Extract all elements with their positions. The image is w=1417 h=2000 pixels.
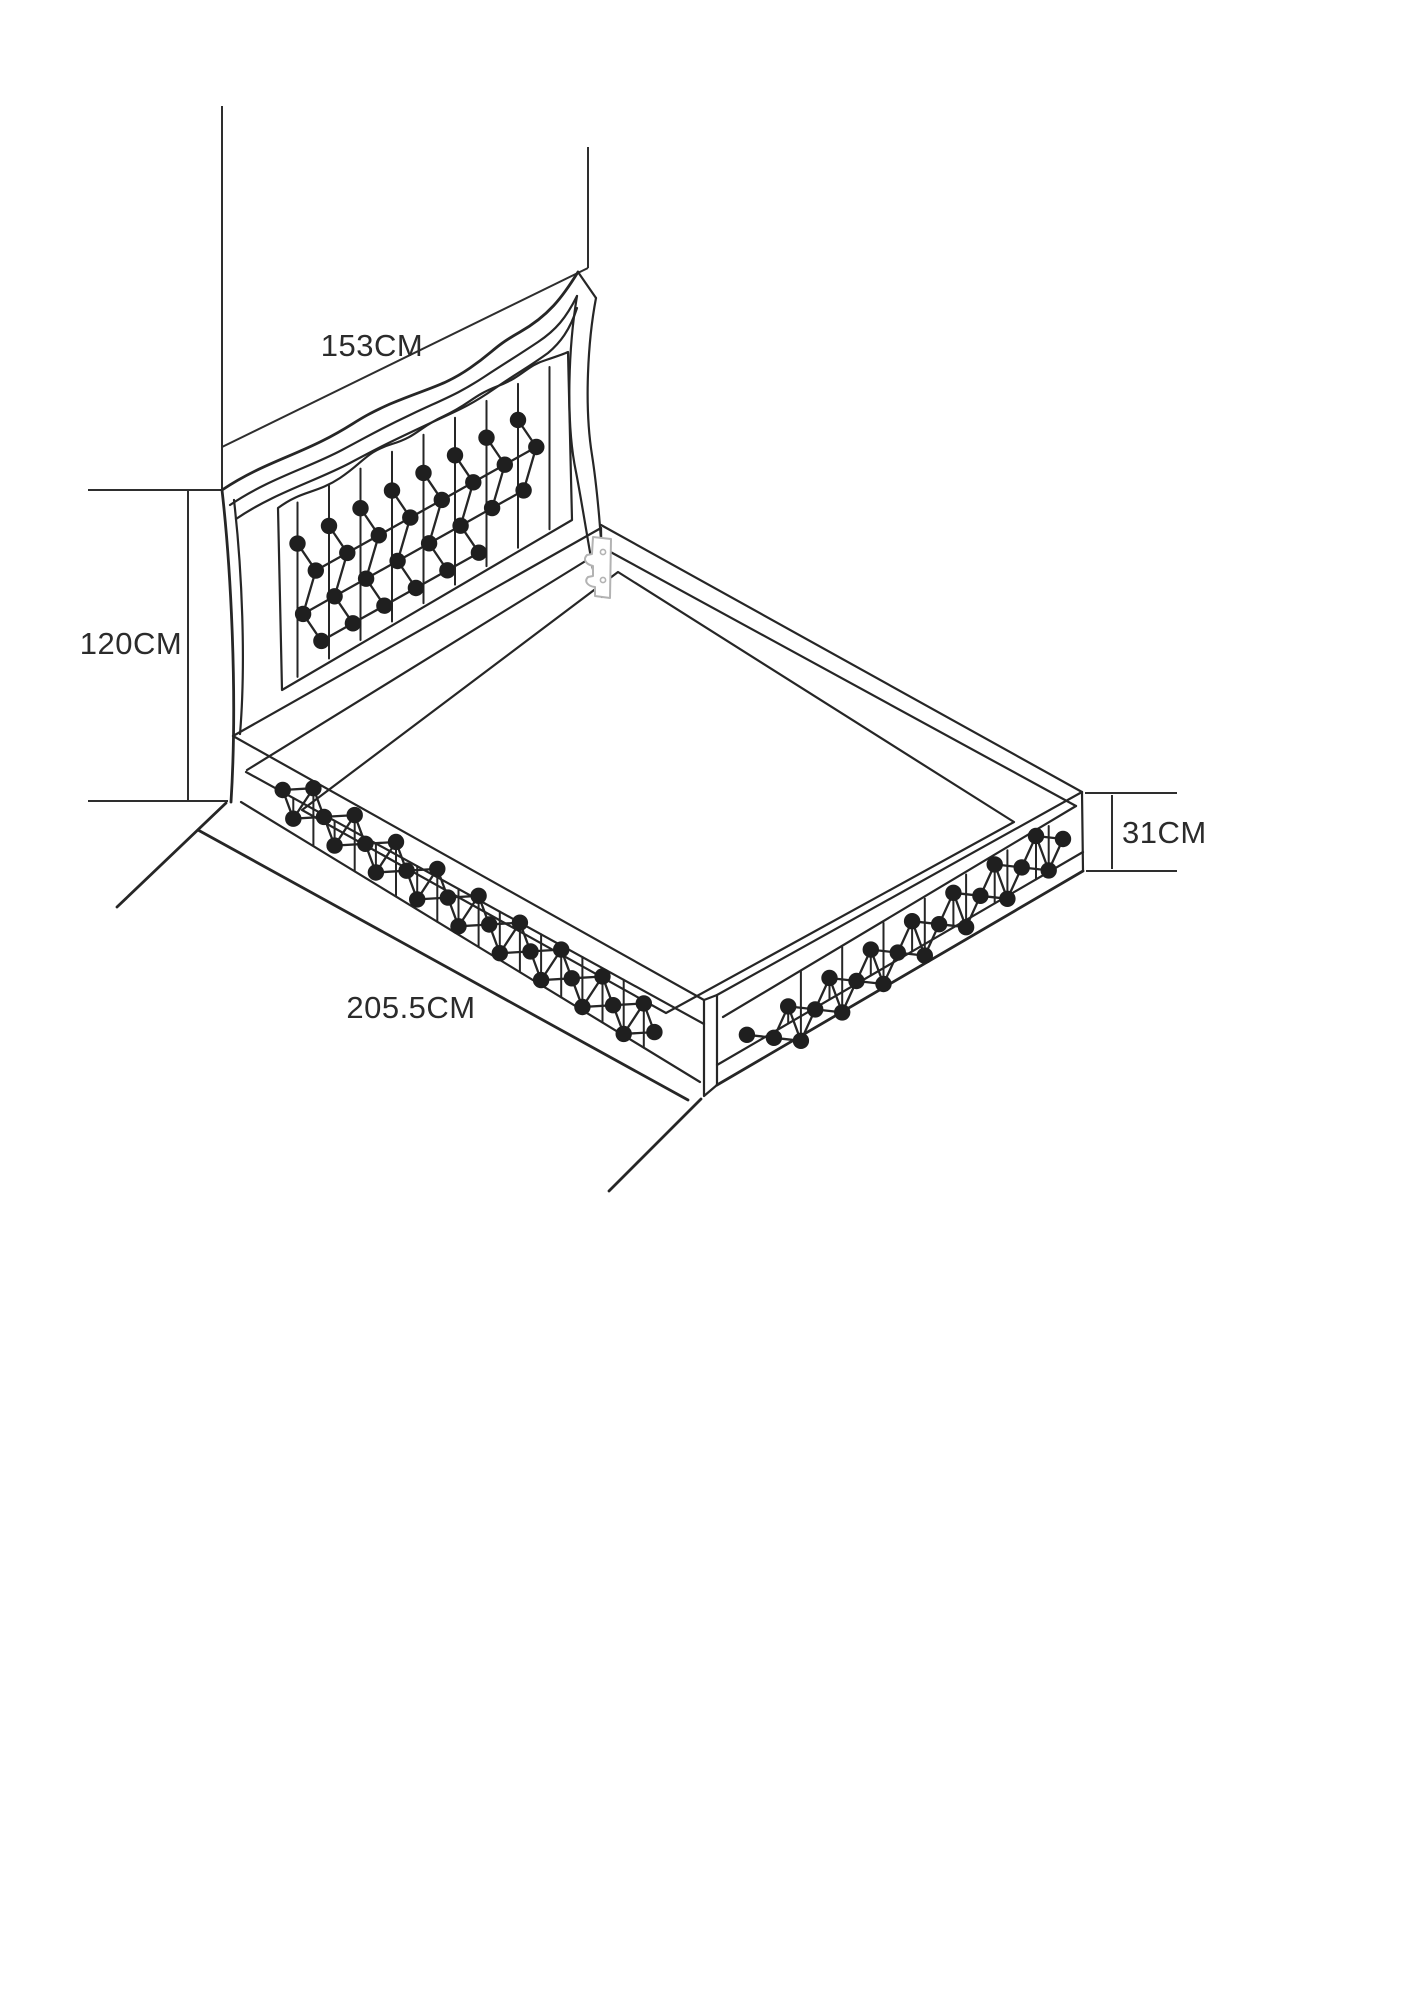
tuft-button bbox=[999, 891, 1015, 907]
tuft-button bbox=[357, 836, 373, 852]
tuft-button bbox=[515, 482, 531, 498]
tuft-button bbox=[326, 837, 342, 853]
tuft-button bbox=[398, 863, 414, 879]
tuft-button bbox=[492, 945, 508, 961]
tuft-button bbox=[339, 545, 355, 561]
tuft-button bbox=[447, 447, 463, 463]
floor-line-left bbox=[117, 803, 226, 907]
tuft-button bbox=[371, 527, 387, 543]
tuft-button bbox=[1028, 828, 1044, 844]
tuft-button bbox=[409, 891, 425, 907]
tuft-button bbox=[358, 570, 374, 586]
tuft-button bbox=[388, 834, 404, 850]
deck-right-rim-outer bbox=[601, 525, 1082, 792]
tuft-button bbox=[415, 465, 431, 481]
tuft-button bbox=[313, 633, 329, 649]
tuft-button bbox=[470, 888, 486, 904]
side-rail bbox=[198, 736, 704, 1100]
tuft-button bbox=[408, 580, 424, 596]
deck-right-corner-edge bbox=[1082, 792, 1083, 871]
tuft-button bbox=[972, 888, 988, 904]
tuft-button bbox=[564, 970, 580, 986]
deck-right-rim-seam bbox=[605, 549, 1076, 806]
side-rail-trim-top bbox=[241, 802, 700, 1082]
tuft-button bbox=[780, 998, 796, 1014]
tuft-button bbox=[450, 918, 466, 934]
tuft-button bbox=[471, 545, 487, 561]
tuft-button bbox=[904, 913, 920, 929]
tuft-button bbox=[834, 1004, 850, 1020]
tuft-button bbox=[465, 474, 481, 490]
tuft-button bbox=[285, 811, 301, 827]
tuft-button bbox=[316, 809, 332, 825]
tuft-button bbox=[308, 562, 324, 578]
tuft-button bbox=[478, 429, 494, 445]
tuft-button bbox=[305, 780, 321, 796]
label-headboard-height: 120CM bbox=[79, 626, 183, 661]
tuft-button bbox=[739, 1027, 755, 1043]
tuft-button bbox=[553, 941, 569, 957]
tuft-button bbox=[594, 968, 610, 984]
tuft-button bbox=[931, 916, 947, 932]
tuft-button bbox=[646, 1024, 662, 1040]
tuft-button bbox=[574, 999, 590, 1015]
tuft-button bbox=[766, 1030, 782, 1046]
tuft-button bbox=[376, 597, 392, 613]
tuft-button bbox=[1055, 831, 1071, 847]
tuft-button bbox=[616, 1026, 632, 1042]
corner-post-body bbox=[704, 995, 717, 1096]
tuft-button bbox=[987, 856, 1003, 872]
tuft-button bbox=[402, 509, 418, 525]
tuft-button bbox=[345, 615, 361, 631]
tuft-button bbox=[636, 995, 652, 1011]
tuft-button bbox=[917, 947, 933, 963]
label-bed-length: 205.5CM bbox=[346, 990, 476, 1025]
tuft-button bbox=[958, 919, 974, 935]
tuft-button bbox=[945, 885, 961, 901]
tuft-button bbox=[289, 535, 305, 551]
tuft-button bbox=[533, 972, 549, 988]
label-headboard-width: 153CM bbox=[320, 328, 424, 363]
foot-rail-top-seam bbox=[723, 806, 1076, 1017]
tuft-button bbox=[384, 482, 400, 498]
tuft-button bbox=[389, 553, 405, 569]
tuft-button bbox=[368, 864, 384, 880]
tuft-button bbox=[440, 889, 456, 905]
tuft-button bbox=[429, 861, 445, 877]
tuft-button bbox=[1041, 862, 1057, 878]
tuft-button bbox=[848, 973, 864, 989]
foot-rail bbox=[717, 792, 1083, 1085]
tuft-button bbox=[1014, 859, 1030, 875]
tuft-button bbox=[875, 976, 891, 992]
tuft-button bbox=[421, 535, 437, 551]
corner-post bbox=[704, 995, 717, 1096]
tuft-button bbox=[321, 518, 337, 534]
floor-line-front bbox=[609, 1099, 701, 1191]
tuft-button bbox=[528, 439, 544, 455]
tuft-button bbox=[510, 412, 526, 428]
tuft-button bbox=[821, 970, 837, 986]
tuft-button bbox=[863, 941, 879, 957]
tuft-button bbox=[497, 456, 513, 472]
tuft-button bbox=[452, 518, 468, 534]
tuft-button bbox=[522, 943, 538, 959]
tuft-button bbox=[347, 807, 363, 823]
tuft-button bbox=[326, 588, 342, 604]
tuft-button bbox=[605, 997, 621, 1013]
foot-rail-bottom-edge bbox=[717, 871, 1083, 1085]
tuft-button bbox=[793, 1033, 809, 1049]
tuft-button bbox=[439, 562, 455, 578]
tuft-button bbox=[352, 500, 368, 516]
tuft-button bbox=[807, 1001, 823, 1017]
label-rail-height: 31CM bbox=[1122, 815, 1207, 850]
foot-rail-top-edge bbox=[717, 792, 1082, 995]
tuft-button bbox=[890, 944, 906, 960]
tuft-button bbox=[512, 915, 528, 931]
tuft-button bbox=[434, 492, 450, 508]
tuft-button bbox=[295, 606, 311, 622]
side-rail-rim-outer bbox=[233, 736, 704, 1000]
tuft-button bbox=[484, 500, 500, 516]
tuft-button bbox=[275, 782, 291, 798]
foot-rail-tufting bbox=[739, 826, 1072, 1049]
tuft-button bbox=[481, 916, 497, 932]
